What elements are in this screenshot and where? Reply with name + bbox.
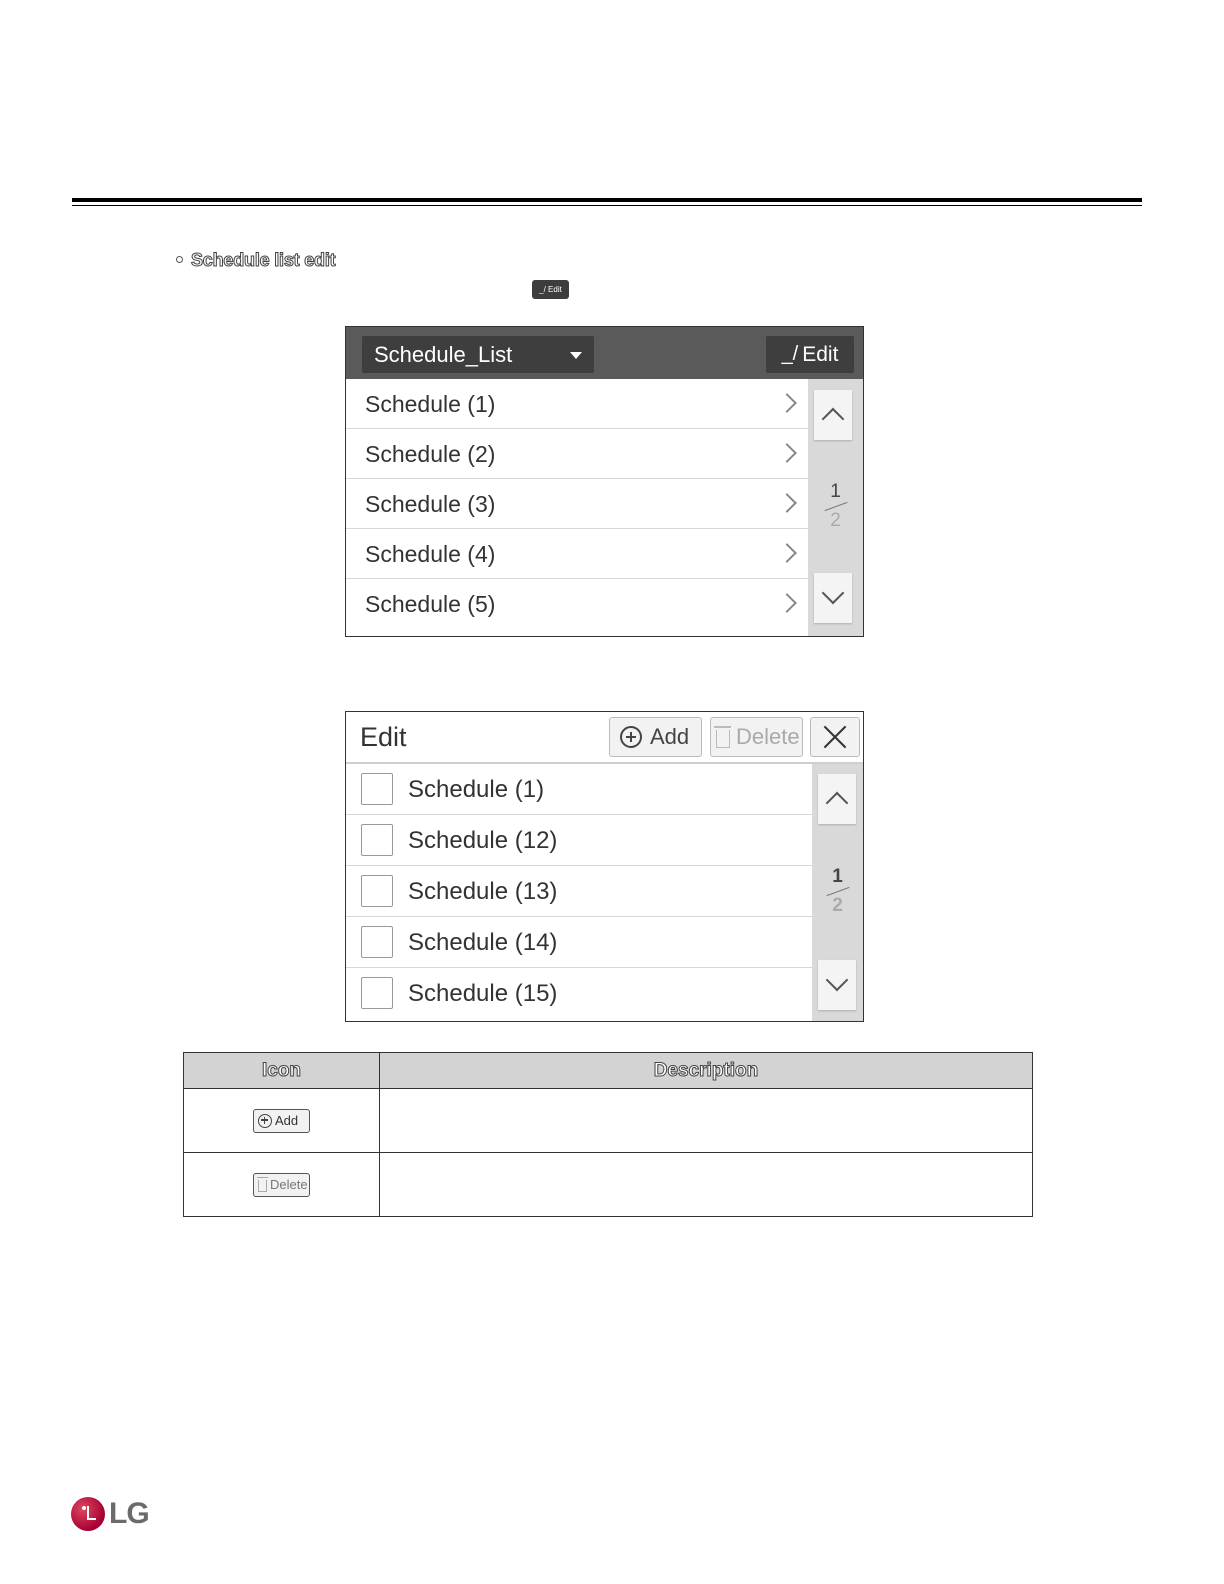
scroll-up-button[interactable]	[818, 774, 856, 824]
delete-button-label: Delete	[736, 724, 800, 749]
chevron-right-icon	[777, 493, 797, 513]
add-icon-label: Add	[275, 1113, 299, 1128]
schedule-edit-screen	[345, 711, 864, 1022]
schedule-list-screen	[345, 326, 864, 637]
bullet-text: Schedule list edit	[191, 250, 336, 270]
lg-logo-icon	[71, 1497, 105, 1531]
scrollbar	[812, 764, 863, 1021]
description-cell	[380, 1089, 1033, 1153]
close-icon	[823, 725, 847, 749]
list-item-label: Schedule (3)	[365, 491, 496, 517]
list-item-label: Schedule (5)	[365, 591, 496, 617]
header-description	[380, 1053, 1033, 1089]
schedule-list-header	[346, 327, 863, 379]
list-item[interactable]	[346, 379, 808, 429]
pencil-icon: _/	[781, 343, 799, 365]
chevron-up-icon	[822, 408, 845, 431]
edit-title: Edit	[360, 722, 407, 752]
section-bullet	[176, 250, 335, 271]
chevron-right-icon	[777, 443, 797, 463]
row-checkbox[interactable]	[361, 773, 393, 805]
bullet-icon	[176, 256, 183, 263]
list-item[interactable]	[346, 479, 808, 529]
inline-edit-label: Edit	[548, 285, 562, 294]
scroll-up-button[interactable]	[814, 390, 852, 440]
icon-cell	[184, 1153, 380, 1217]
page-indicator	[812, 866, 863, 917]
chevron-down-icon	[826, 969, 849, 992]
list-item-label: Schedule (2)	[365, 441, 496, 467]
row-checkbox[interactable]	[361, 824, 393, 856]
lg-logo-text: LG	[109, 1497, 149, 1530]
list-item[interactable]	[346, 429, 808, 479]
plus-circle-icon	[620, 726, 642, 748]
list-item-label: Schedule (14)	[408, 929, 558, 956]
scroll-down-button[interactable]	[818, 960, 856, 1010]
list-item-label: Schedule (13)	[408, 878, 558, 905]
delete-button[interactable]	[710, 717, 803, 757]
list-item	[346, 917, 812, 968]
header-description-label: Description	[653, 1059, 759, 1081]
list-item-label: Schedule (12)	[408, 827, 558, 854]
header-icon-label: Icon	[261, 1059, 302, 1081]
list-item[interactable]	[346, 529, 808, 579]
header-rule-thick	[72, 198, 1142, 202]
icon-cell	[184, 1089, 380, 1153]
delete-icon-label: Delete	[270, 1177, 308, 1192]
page-total: 2	[832, 895, 843, 916]
close-button[interactable]	[810, 717, 860, 757]
icon-description-table	[183, 1052, 1033, 1217]
add-button[interactable]	[609, 717, 702, 757]
row-checkbox[interactable]	[361, 926, 393, 958]
description-cell	[380, 1153, 1033, 1217]
edit-button[interactable]	[766, 336, 854, 373]
header-rule-thin	[72, 205, 1142, 206]
edit-list	[346, 764, 812, 1019]
edit-button-label: Edit	[802, 342, 839, 366]
page-total: 2	[830, 510, 841, 531]
list-item-label: Schedule (1)	[365, 391, 496, 417]
table-row	[184, 1089, 1033, 1153]
header-icon	[184, 1053, 380, 1089]
list-item	[346, 866, 812, 917]
schedule-list-dropdown[interactable]	[362, 336, 594, 373]
add-button-label: Add	[650, 724, 690, 749]
page-current: 1	[830, 481, 841, 502]
table-row	[184, 1153, 1033, 1217]
row-checkbox[interactable]	[361, 977, 393, 1009]
chevron-right-icon	[777, 393, 797, 413]
plus-circle-icon	[258, 1114, 272, 1128]
chevron-up-icon	[826, 792, 849, 815]
trash-icon	[258, 1180, 267, 1192]
page-current: 1	[832, 866, 843, 887]
dropdown-label: Schedule_List	[374, 341, 513, 367]
list-item-label: Schedule (15)	[408, 980, 558, 1007]
list-item	[346, 815, 812, 866]
scrollbar	[808, 379, 863, 636]
list-item[interactable]	[346, 579, 808, 629]
chevron-right-icon	[777, 543, 797, 563]
table-header-row	[184, 1053, 1033, 1089]
list-item	[346, 968, 812, 1019]
chevron-down-icon	[822, 582, 845, 605]
page-indicator	[808, 481, 863, 532]
edit-header	[346, 712, 863, 764]
inline-edit-icon	[532, 280, 569, 299]
row-checkbox[interactable]	[361, 875, 393, 907]
add-icon-sample	[253, 1109, 310, 1133]
caret-down-icon	[570, 352, 582, 359]
pencil-icon: _/	[539, 285, 546, 294]
chevron-right-icon	[777, 593, 797, 613]
list-item-label: Schedule (4)	[365, 541, 496, 567]
schedule-list	[346, 379, 808, 629]
scroll-down-button[interactable]	[814, 573, 852, 623]
list-item-label: Schedule (1)	[408, 776, 545, 803]
delete-icon-sample	[253, 1173, 310, 1197]
trash-icon	[716, 730, 730, 748]
lg-logo	[71, 1497, 149, 1531]
list-item	[346, 764, 812, 815]
